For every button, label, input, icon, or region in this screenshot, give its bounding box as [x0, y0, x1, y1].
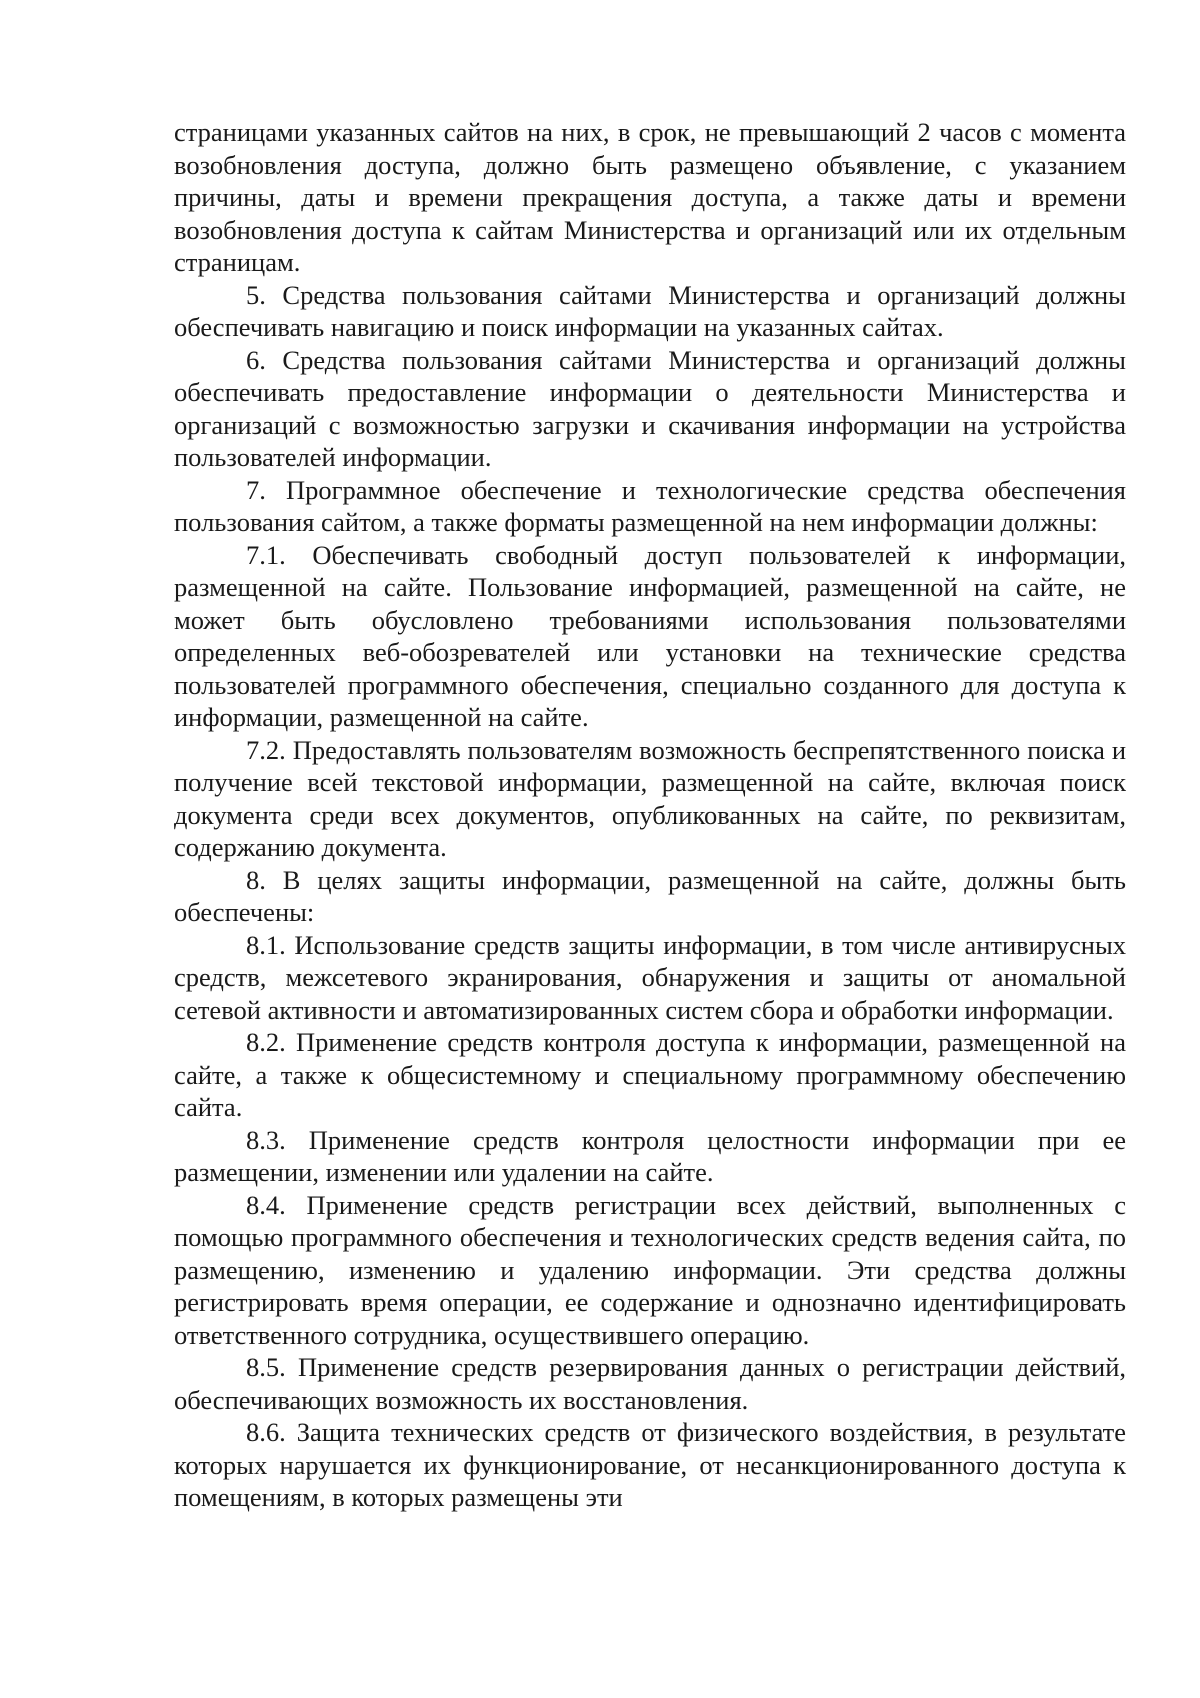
paragraph-8-2: 8.2. Применение средств контроля доступа к информации, размещенной на сайте, а также к общесистемному и специальному программному обеспечению сайта.: [174, 1027, 1126, 1122]
paragraph-8-1: 8.1. Использование средств защиты информации, в том числе антивирусных средств, межсетевого экранирования, обнаружения и защиты от аномальной сетевой активности и автоматизированных систем сбора и обработки информации.: [174, 929, 1126, 1025]
paragraph-8-3: 8.3. Применение средств контроля целостности информации при ее размещении, изменении или удалении на сайте.: [174, 1124, 1126, 1187]
paragraph-8-6: 8.6. Защита технических средств от физического воздействия, в результате которых нарушается их функционирование, от несанкционированного доступа к помещениям, в которых размещены эти: [174, 1417, 1126, 1512]
paragraph-8-5: 8.5. Применение средств резервирования данных о регистрации действий, обеспечивающих возможность их восстановления.: [174, 1352, 1126, 1415]
paragraph-5: 5. Средства пользования сайтами Министерства и организаций должны обеспечивать навигацию и поиск информации на указанных сайтах.: [174, 279, 1126, 342]
paragraph-6: 6. Средства пользования сайтами Министерства и организаций должны обеспечивать предоставление информации о деятельности Министерства и организаций с возможностью загрузки и скачивания информации на устройства пользователей информации.: [174, 344, 1126, 472]
paragraph-8-4: 8.4. Применение средств регистрации всех действий, выполненных с помощью программного обеспечения и технологических средств ведения сайта, по размещению, изменению и удалению информации. Эти средства должны регистрировать время операции, ее содержание и однозначно идентифицировать ответственного сотрудника, осуществившего операцию.: [174, 1189, 1126, 1350]
paragraph-8: 8. В целях защиты информации, размещенной на сайте, должны быть обеспечены:: [174, 864, 1126, 927]
paragraph-continuation: страницами указанных сайтов на них, в срок, не превышающий 2 часов с момента возобновления доступа, должно быть размещено объявление, с указанием причины, даты и времени прекращения доступа, а также даты и времени возобновления доступа к сайтам Министерства и организаций или их отдельным страницам.: [174, 117, 1126, 277]
document-body: [174, 116, 1126, 1514]
paragraph-7-1: 7.1. Обеспечивать свободный доступ пользователей к информации, размещенной на сайте. Пользование информацией, размещенной на сайте, не может быть обусловлено требованиями использования пользователями определенных веб-обозревателей или установки на технические средства пользователей программного обеспечения, специально созданного для доступа к информации, размещенной на сайте.: [174, 539, 1126, 732]
paragraph-7: 7. Программное обеспечение и технологические средства обеспечения пользования сайтом, а также форматы размещенной на нем информации должны:: [174, 474, 1126, 537]
paragraph-7-2: 7.2. Предоставлять пользователям возможность беспрепятственного поиска и получение всей текстовой информации, размещенной на сайте, включая поиск документа среди всех документов, опубликованных на сайте, по реквизитам, содержанию документа.: [174, 734, 1126, 862]
